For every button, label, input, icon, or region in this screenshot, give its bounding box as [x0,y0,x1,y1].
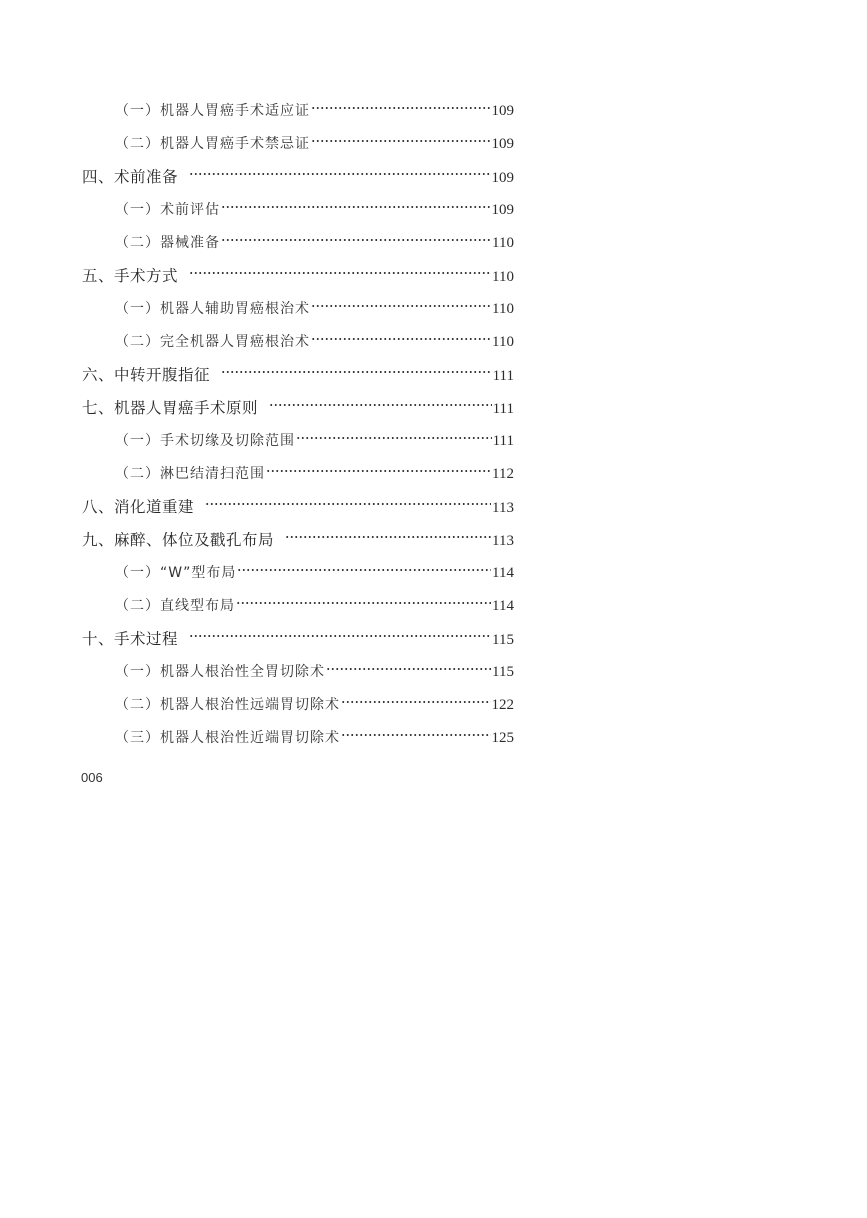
toc-entry-title: （一）手术切缘及切除范围 [115,433,295,449]
toc-entry-page: 111 [492,401,514,417]
toc-entry-title: （二）完全机器人胃癌根治术 [115,334,310,350]
toc-leader-dots [221,371,492,373]
toc-entry-page: 110 [492,269,514,285]
toc-leader-dots [311,338,491,340]
toc-entry[interactable] [82,359,514,392]
toc-entry[interactable] [82,689,514,722]
toc-entry[interactable] [82,425,514,458]
toc-entry-title: 六、中转开腹指征 [82,366,211,384]
page-number: 006 [81,770,103,785]
toc-entry[interactable] [82,326,514,359]
toc-entry[interactable] [82,623,514,656]
toc-entry-title: （一）机器人根治性全胃切除术 [115,664,325,680]
toc-leader-dots [205,503,491,505]
toc-entry[interactable] [82,458,514,491]
toc-entry-title: 十、手术过程 [82,630,179,648]
toc-leader-dots [296,437,492,439]
toc-entry[interactable] [82,227,514,260]
toc-entry[interactable] [82,557,514,590]
toc-leader-dots [269,404,492,406]
toc-entry-page: 114 [492,565,514,581]
toc-leader-dots [285,536,491,538]
toc-entry-title: （一）机器人胃癌手术适应证 [115,103,310,119]
toc-entry-page: 110 [492,301,514,317]
toc-leader-dots [221,239,491,241]
toc-entry-page: 109 [491,136,514,152]
toc-entry[interactable] [82,194,514,227]
toc-leader-dots [189,635,491,637]
toc-entry-title: （一）术前评估 [115,202,220,218]
toc-entry-title: （二）机器人根治性远端胃切除术 [115,697,340,713]
toc-entry-page: 114 [492,598,514,614]
toc-entry-title: 七、机器人胃癌手术原则 [82,399,259,417]
toc-entry-page: 112 [492,466,514,482]
toc-leader-dots [311,107,491,109]
toc-leader-dots [341,734,491,736]
toc-leader-dots [326,668,491,670]
toc-entry-page: 115 [492,664,514,680]
toc-entry[interactable] [82,128,514,161]
toc-leader-dots [237,569,491,571]
toc-entry-title: 九、麻醉、体位及戳孔布局 [82,531,275,549]
toc-entry-title: 八、消化道重建 [82,498,195,516]
table-of-contents [82,95,514,755]
toc-leader-dots [311,140,491,142]
toc-entry-title: （二）淋巴结清扫范围 [115,466,265,482]
toc-entry[interactable] [82,392,514,425]
toc-entry-title: （一）“W”型布局 [115,565,237,581]
toc-entry-page: 113 [492,533,514,549]
toc-entry-page: 110 [492,235,514,251]
toc-entry-page: 115 [492,632,514,648]
toc-leader-dots [266,470,491,472]
toc-entry[interactable] [82,590,514,623]
toc-entry[interactable] [82,260,514,293]
toc-entry[interactable] [82,722,514,755]
toc-entry-page: 111 [492,368,514,384]
toc-entry-page: 109 [491,103,514,119]
toc-leader-dots [221,206,491,208]
toc-entry-page: 113 [492,500,514,516]
toc-leader-dots [311,305,491,307]
toc-entry[interactable] [82,491,514,524]
toc-entry[interactable] [82,95,514,128]
toc-entry-page: 109 [491,202,514,218]
toc-entry-title: 五、手术方式 [82,267,179,285]
toc-leader-dots [341,701,491,703]
toc-entry-page: 111 [492,433,514,449]
toc-entry[interactable] [82,161,514,194]
toc-entry-title: （二）器械准备 [115,235,220,251]
toc-entry-title: （二）机器人胃癌手术禁忌证 [115,136,310,152]
toc-leader-dots [189,173,490,175]
toc-entry-title: （三）机器人根治性近端胃切除术 [115,730,340,746]
toc-entry-title: 四、术前准备 [82,168,179,186]
toc-entry[interactable] [82,656,514,689]
toc-entry-page: 109 [491,170,514,186]
toc-entry-title: （二）直线型布局 [115,598,235,614]
toc-entry-page: 110 [492,334,514,350]
toc-entry[interactable] [82,524,514,557]
toc-entry-page: 122 [491,697,514,713]
toc-leader-dots [189,272,491,274]
toc-entry-title: （一）机器人辅助胃癌根治术 [115,301,310,317]
toc-entry[interactable] [82,293,514,326]
toc-leader-dots [236,602,491,604]
toc-entry-page: 125 [491,730,514,746]
